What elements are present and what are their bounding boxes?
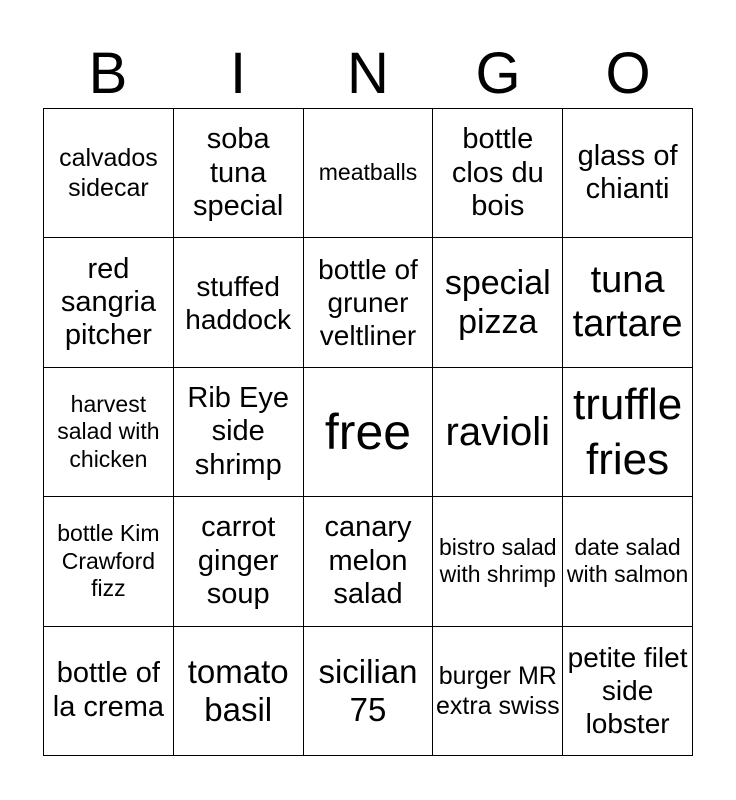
bingo-cell[interactable]	[433, 238, 563, 367]
free-space-label: free	[324, 403, 412, 460]
bingo-cell[interactable]	[304, 627, 434, 756]
header-letter-g: G	[475, 41, 521, 106]
cell-label: meatballs	[318, 159, 418, 186]
bingo-cell[interactable]	[433, 497, 563, 626]
cell-label: bottle clos du bois	[451, 123, 544, 222]
bingo-cell[interactable]	[174, 238, 304, 367]
bingo-cell[interactable]	[563, 109, 693, 238]
header-letter-b: B	[88, 41, 128, 106]
header-letter-n: N	[347, 41, 389, 106]
cell-label: Rib Eye side shrimp	[187, 381, 289, 481]
cell-label: carrot ginger soup	[197, 511, 279, 611]
cell-label: tuna tartare	[572, 258, 683, 345]
cell-label: calvados sidecar	[59, 144, 158, 203]
bingo-board	[43, 108, 693, 756]
bingo-cell[interactable]	[304, 109, 434, 238]
cell-label: stuffed haddock	[185, 270, 292, 335]
bingo-cell[interactable]	[44, 497, 174, 626]
bingo-cell[interactable]	[433, 627, 563, 756]
bingo-cell[interactable]	[433, 109, 563, 238]
cell-label: special pizza	[444, 263, 551, 341]
bingo-cell[interactable]	[174, 627, 304, 756]
bingo-cell[interactable]	[174, 109, 304, 238]
bingo-cell[interactable]	[563, 368, 693, 497]
bingo-header	[43, 40, 693, 108]
bingo-cell[interactable]	[563, 627, 693, 756]
bingo-cell[interactable]	[433, 368, 563, 497]
cell-label: glass of chianti	[577, 139, 678, 206]
bingo-cell[interactable]	[304, 238, 434, 367]
header-letter-i: I	[229, 41, 247, 106]
bingo-cell[interactable]	[304, 497, 434, 626]
bingo-cell[interactable]	[44, 109, 174, 238]
cell-label: bottle of gruner veltliner	[318, 254, 418, 352]
cell-label: truffle fries	[572, 379, 683, 484]
cell-label: tomato basil	[187, 652, 289, 728]
bingo-cell[interactable]	[563, 238, 693, 367]
bingo-cell[interactable]	[44, 627, 174, 756]
cell-label: canary melon salad	[324, 511, 412, 611]
cell-label: burger MR extra swiss	[435, 661, 560, 720]
cell-label: bottle Kim Crawford fizz	[57, 520, 160, 602]
bingo-cell[interactable]	[174, 368, 304, 497]
cell-label: ravioli	[445, 409, 551, 454]
bingo-cell[interactable]	[44, 368, 174, 497]
cell-label: bistro salad with shrimp	[438, 533, 557, 588]
bingo-cell[interactable]	[174, 497, 304, 626]
cell-label: date salad with salmon	[566, 533, 689, 588]
cell-label: petite filet side lobster	[567, 642, 688, 740]
cell-label: soba tuna special	[193, 123, 284, 222]
bingo-cell-free[interactable]	[304, 368, 434, 497]
cell-label: sicilian 75	[318, 652, 418, 728]
bingo-cell[interactable]	[563, 497, 693, 626]
cell-label: harvest salad with chicken	[57, 390, 160, 472]
cell-label: red sangria pitcher	[60, 252, 156, 352]
bingo-cell[interactable]	[44, 238, 174, 367]
header-letter-o: O	[605, 41, 651, 106]
cell-label: bottle of la crema	[52, 657, 164, 723]
